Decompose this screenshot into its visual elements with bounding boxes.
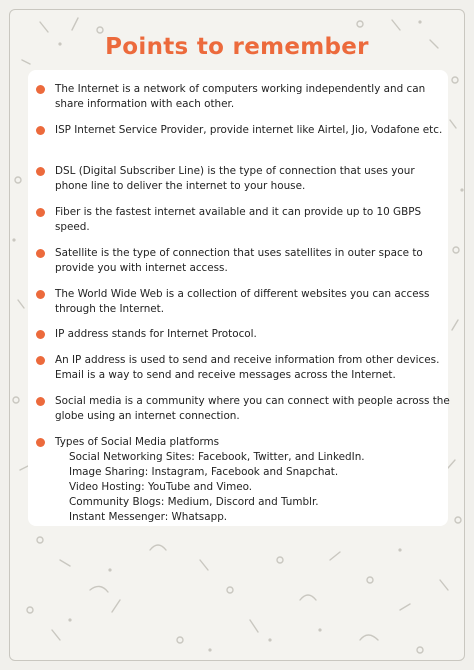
circle-bullet-icon — [36, 126, 45, 135]
circle-bullet-icon — [36, 167, 45, 176]
page-title: Points to remember — [105, 34, 369, 60]
point-text: Fiber is the fastest internet available and it can provide up to 10 GBPS speed. — [55, 206, 422, 233]
circle-bullet-icon — [36, 249, 45, 258]
circle-bullet-icon — [36, 208, 45, 217]
circle-bullet-icon — [36, 438, 45, 447]
point-text: An IP address is used to send and receive information from other devices. Email is a way to send and receive messages across the Internet. — [55, 354, 440, 381]
point-text: DSL (Digital Subscriber Line) is the type of connection that uses your phone line to deliver the internet to your house. — [55, 165, 415, 192]
circle-bullet-icon — [36, 290, 45, 299]
point-text: Social media is a community where you can connect with people across the globe using an internet connection. — [55, 395, 450, 422]
platform-item: Social Networking Sites: Facebook, Twitter, and LinkedIn. — [69, 451, 365, 463]
point-text: Satellite is the type of connection that uses satellites in outer space to provide you with internet access. — [55, 247, 423, 274]
circle-bullet-icon — [36, 356, 45, 365]
platform-item: Community Blogs: Medium, Discord and Tumblr. — [69, 496, 319, 508]
platform-item: Image Sharing: Instagram, Facebook and Snapchat. — [69, 466, 339, 478]
point-text: The Internet is a network of computers working independently and can share information with each other. — [55, 83, 426, 110]
platform-item: Instant Messenger: Whatsapp. — [69, 511, 228, 523]
circle-bullet-icon — [36, 397, 45, 406]
platforms-block — [55, 435, 450, 525]
circle-bullet-icon — [36, 85, 45, 94]
platforms-heading: Types of Social Media platforms — [55, 436, 220, 448]
platform-item: Video Hosting: YouTube and Vimeo. — [69, 481, 253, 493]
point-text: The World Wide Web is a collection of different websites you can access through the Internet. — [55, 288, 430, 315]
point-text: ISP Internet Service Provider, provide internet like Airtel, Jio, Vodafone etc. — [55, 124, 443, 136]
circle-bullet-icon — [36, 330, 45, 339]
point-text: IP address stands for Internet Protocol. — [55, 328, 257, 340]
